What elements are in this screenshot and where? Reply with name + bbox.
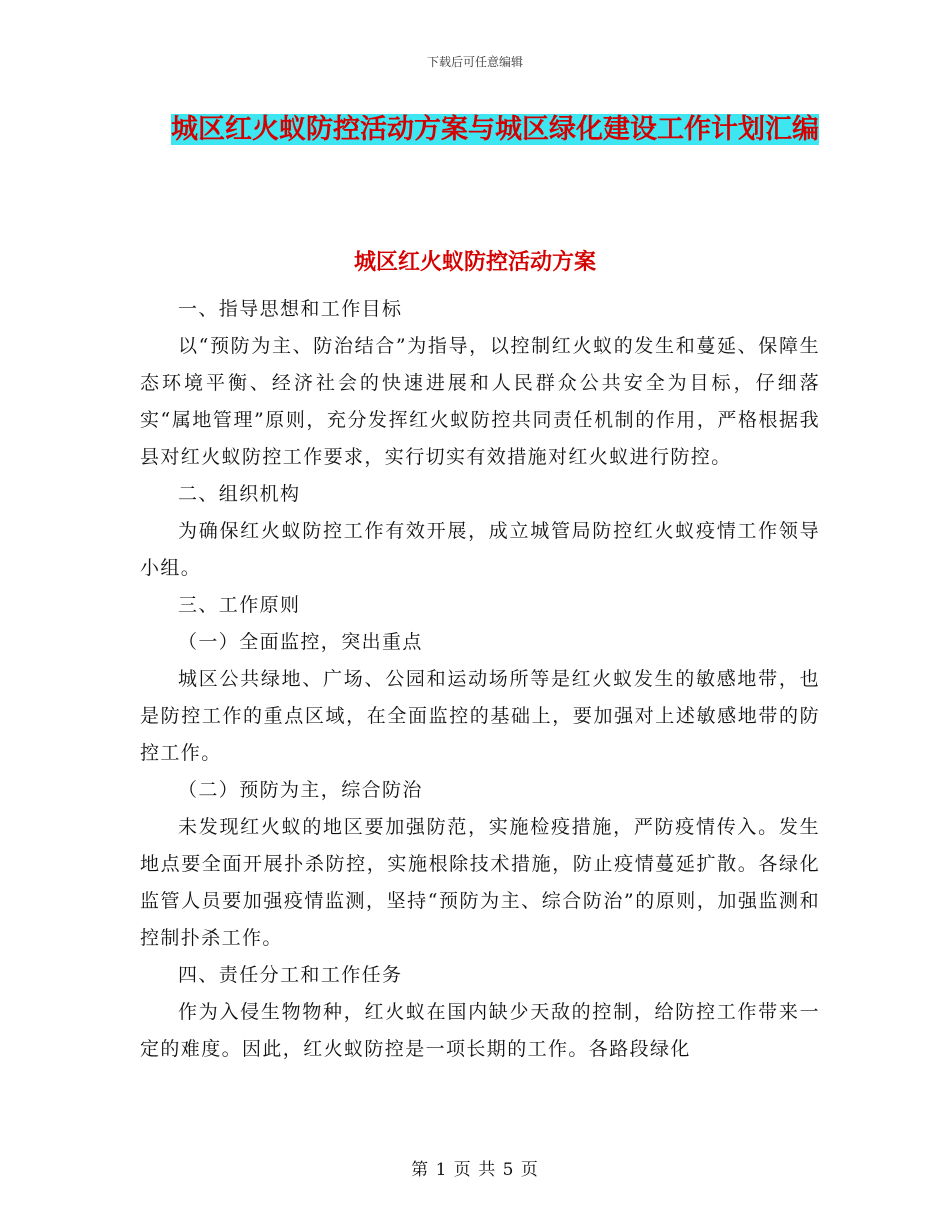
document-title <box>170 106 820 154</box>
document-body <box>140 291 820 1068</box>
paragraph-organization: 为确保红火蚁防控工作有效开展，成立城管局防控红火蚁疫情工作领导小组。 <box>140 520 820 579</box>
subheading-monitoring: （一）全面监控，突出重点 <box>178 631 423 653</box>
paragraph-monitoring: 城区公共绿地、广场、公园和运动场所等是红火蚁发生的敏感地带，也是防控工作的重点区域，在全面监控的基础上，要加强对上述敏感地带的防控工作。 <box>140 668 820 764</box>
page-footer: 第 1 页 共 5 页 <box>411 1160 539 1180</box>
subheading-prevention: （二）预防为主，综合防治 <box>178 779 423 801</box>
heading-guiding-principle: 一、指导思想和工作目标 <box>178 298 403 320</box>
section-title: 城区红火蚁防控活动方案 <box>353 249 596 275</box>
paragraph-guiding-principle: 以“预防为主、防治结合”为指导，以控制红火蚁的发生和蔓延、保障生态环境平衡、经济社会的快速进展和人民群众公共安全为目标，仔细落实“属地管理”原则，充分发挥红火蚁防控共同责任机制的作用，严格根据我县对红火蚁防控工作要求，实行切实有效措施对红火蚁进行防控。 <box>140 335 820 468</box>
heading-work-principles: 三、工作原则 <box>178 594 301 616</box>
heading-responsibilities: 四、责任分工和工作任务 <box>178 964 403 986</box>
paragraph-responsibilities: 作为入侵生物物种，红火蚁在国内缺少天敌的控制，给防控工作带来一定的难度。因此，红火蚁防控是一项长期的工作。各路段绿化 <box>140 1001 820 1060</box>
header-note: 下载后可任意编辑 <box>426 55 523 69</box>
heading-organization: 二、组织机构 <box>178 483 301 505</box>
paragraph-prevention: 未发现红火蚁的地区要加强防范，实施检疫措施，严防疫情传入。发生地点要全面开展扑杀防控，实施根除技术措施，防止疫情蔓延扩散。各绿化监管人员要加强疫情监测，坚持“预防为主、综合防治”的原则，加强监测和控制扑杀工作。 <box>140 816 820 949</box>
document-title-text: 城区红火蚁防控活动方案与城区绿化建设工作计划汇编 <box>171 114 819 145</box>
